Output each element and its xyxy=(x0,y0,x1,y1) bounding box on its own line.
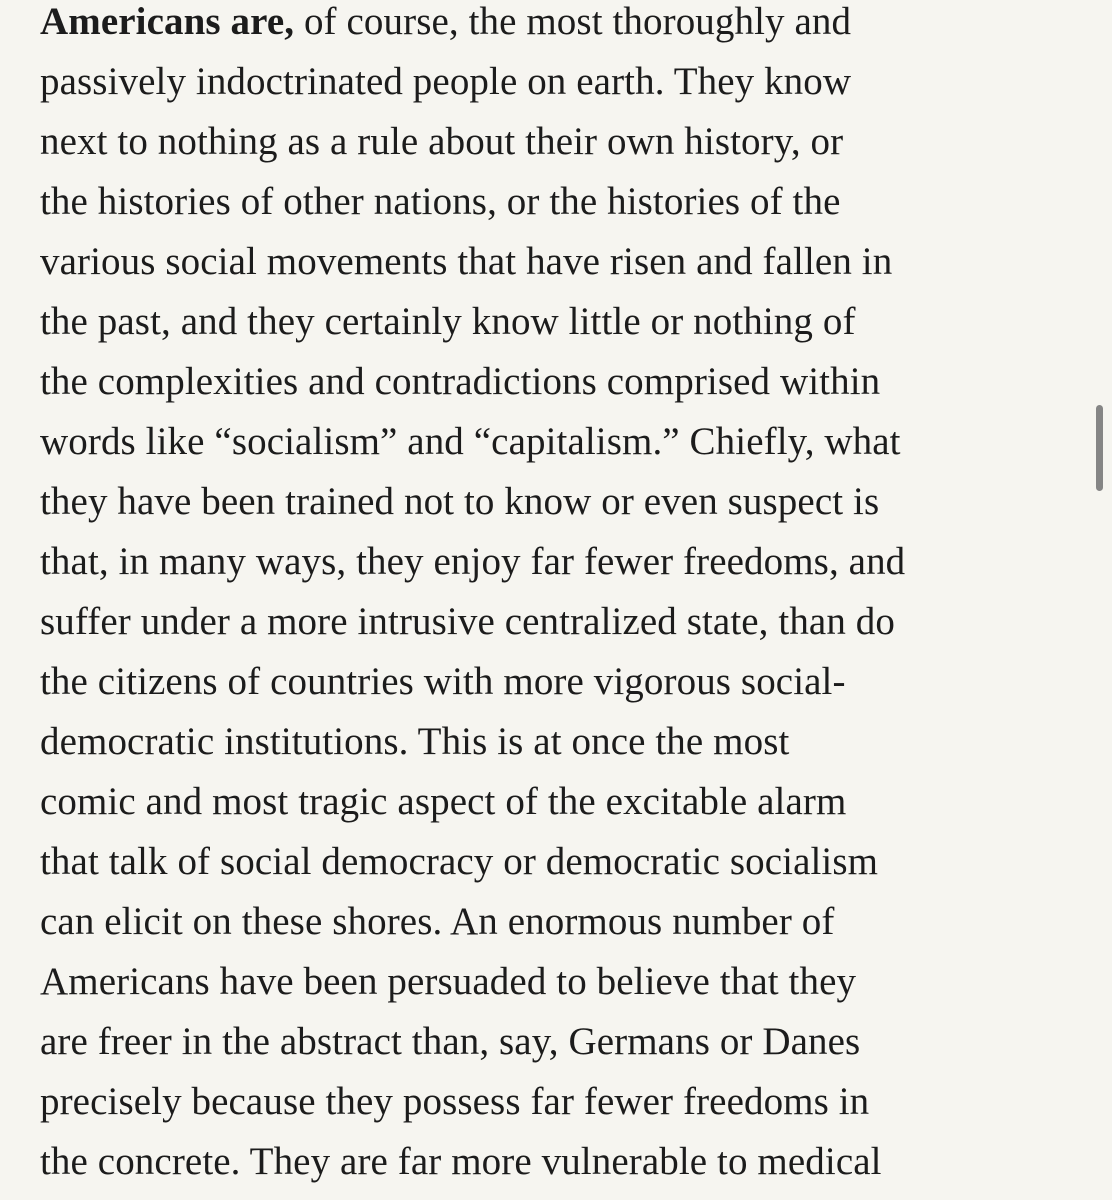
text-line-3: next to nothing as a rule about their own history, or xyxy=(40,120,844,163)
text-line-18: are freer in the abstract than, say, Germans or Danes xyxy=(40,1020,861,1063)
text-line-1-rest: of course, the most thoroughly and xyxy=(294,0,852,43)
text-line-15: that talk of social democracy or democratic socialism xyxy=(40,840,879,883)
text-line-6: the past, and they certainly know little or nothing of xyxy=(40,300,856,343)
text-line-20: the concrete. They are far more vulnerable to medical xyxy=(40,1140,882,1183)
text-line-17: Americans have been persuaded to believe that they xyxy=(40,960,857,1003)
text-line-16: can elicit on these shores. An enormous number of xyxy=(40,900,835,943)
text-line-9: they have been trained not to know or even suspect is xyxy=(40,480,880,523)
text-line-10: that, in many ways, they enjoy far fewer freedoms, and xyxy=(40,540,906,583)
text-line-14: comic and most tragic aspect of the excitable alarm xyxy=(40,780,847,823)
text-line-19: precisely because they possess far fewer freedoms in xyxy=(40,1080,870,1123)
vertical-scrollbar[interactable] xyxy=(1092,0,1112,1200)
lead-phrase: Americans are, xyxy=(40,0,295,43)
text-line-11: suffer under a more intrusive centralized state, than do xyxy=(40,600,895,643)
scrollbar-thumb[interactable] xyxy=(1096,405,1103,491)
text-line-12: the citizens of countries with more vigorous social- xyxy=(40,660,846,703)
text-line-7: the complexities and contradictions comprised within xyxy=(40,360,881,403)
text-line-2: passively indoctrinated people on earth. They know xyxy=(40,60,852,103)
text-line-1 xyxy=(40,0,851,52)
text-line-5: various social movements that have risen and fallen in xyxy=(40,240,893,283)
text-line-4: the histories of other nations, or the histories of the xyxy=(40,180,841,223)
text-line-13: democratic institutions. This is at once the most xyxy=(40,720,790,763)
text-line-8: words like “socialism” and “capitalism.” Chiefly, what xyxy=(40,420,901,463)
